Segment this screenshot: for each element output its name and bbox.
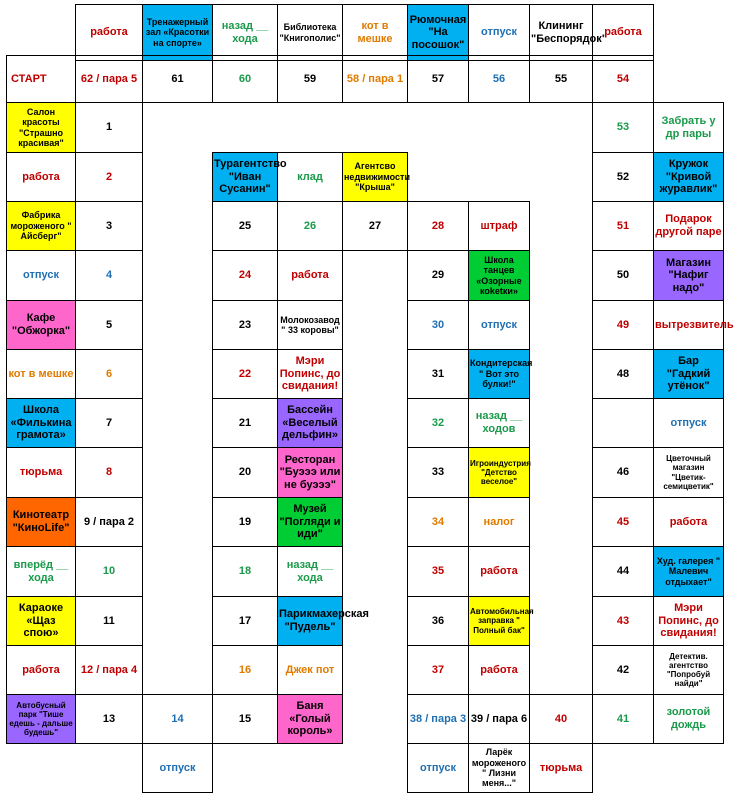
board-cell-text: 1 [105,121,113,134]
board-cell-text: 34 [431,515,445,528]
board-cell-text: Подарок другой паре [655,213,722,238]
board-cell [592,152,654,202]
board-cell-text: назад __ ходов [475,410,523,435]
board-cell [6,201,76,251]
board-cell [342,55,408,103]
board-cell [75,546,143,597]
board-cell-text: 43 [616,614,630,627]
board-cell-text: 49 [616,318,630,331]
board-cell-text: Кондитерская " Вот это булки!" [470,358,533,390]
board-cell-text: работа [480,663,518,676]
board-cell [468,497,530,547]
board-cell [529,55,593,103]
board-cell-text: тюрьма [539,761,583,774]
board-cell-text: Забрать у др пары [661,114,716,140]
board-cell-text: 18 [238,565,252,578]
board-cell [592,645,654,695]
board-cell [6,55,76,103]
board-cell [468,447,530,498]
board-cell-text: 3 [105,219,113,232]
board-cell [592,447,654,498]
board-cell [75,300,143,350]
board-cell-text: Фабрика мороженого " Айсберг" [10,210,72,242]
board-cell [75,201,143,251]
board-cell-text: Баня «Голый король» [287,700,333,738]
board-cell-text: 52 [616,170,630,183]
board-cell [212,497,278,547]
board-cell [407,4,469,61]
board-cell-text: Игроиндустрия "Детство веселое" [470,458,531,487]
board-cell-text: клад [297,170,323,183]
board-cell [75,596,143,646]
board-cell [529,743,593,793]
board-cell-text: 8 [105,466,113,479]
board-cell-text: 13 [102,712,116,725]
board-cell [75,250,143,301]
board-cell [468,546,530,597]
board-cell-text: налог [483,515,515,528]
board-cell-text: отпуск [481,318,517,331]
board-cell-text: отпуск [23,269,59,282]
board-cell [212,546,278,597]
board-cell [653,546,724,597]
board-cell-text: работа [480,565,518,578]
board-cell-text: Музей "Погляди и иди" [279,503,341,541]
board-cell-text: 40 [554,712,568,725]
board-cell [592,201,654,251]
board-cell [468,201,530,251]
board-cell-text: 45 [616,515,630,528]
board-cell [6,645,76,695]
board-cell [277,694,343,744]
board-cell-text: работа [22,170,60,183]
board-cell-text: 62 / пара 5 [80,72,138,85]
board-cell [529,694,593,744]
board-cell-text: штраф [480,219,518,232]
board-cell-text: 14 [171,712,184,725]
board-cell [653,596,724,646]
board-cell-text: работа [22,663,60,676]
board-cell-text: 54 [616,72,630,85]
board-cell [407,250,469,301]
board-cell-text: 38 / пара 3 [409,712,467,725]
board-cell-text: 53 [616,121,630,134]
board-cell [468,645,530,695]
board-cell [342,4,408,61]
board-cell [407,596,469,646]
board-cell-text: 29 [431,269,445,282]
board-cell-text: золотой дождь [666,706,711,731]
board-cell-text: Молокозавод " 33 коровы" [280,314,340,335]
board-cell-text: 15 [238,712,252,725]
board-cell-text: Клининг "Беспорядок" [531,19,607,45]
board-cell [212,398,278,448]
board-cell-text: Детектив. агентство "Попробуй найди" [666,651,711,689]
board-cell [212,349,278,399]
board-cell [407,694,469,744]
board-cell-text: 23 [238,318,252,331]
board-cell-text: назад __ хода [286,558,334,584]
board-cell [212,694,278,744]
board-cell-text: Мэри Попинс, до свидания! [279,355,341,393]
board-cell-text: Салон красоты "Страшно красивая" [18,106,64,148]
board-cell [468,300,530,350]
board-cell-text: Тренажерный зал «Красотки на спорте» [145,16,210,48]
board-cell [407,398,469,448]
board-cell [212,645,278,695]
board-cell [468,694,530,744]
board-cell-text: 4 [105,269,113,282]
board-cell [75,4,143,61]
board-cell [592,102,654,153]
board-cell-text: работа [291,269,329,282]
board-cell-text: 59 [303,72,317,85]
board-cell-text: тюрьма [19,466,63,479]
board-cell [142,55,213,103]
board-cell-text: 11 [103,614,115,627]
board-cell-text: 25 [238,219,252,232]
board-cell [653,201,724,251]
board-cell [277,645,343,695]
board-cell-text: 28 [431,219,445,232]
board-cell-text: 57 [431,72,445,85]
board-cell [212,201,278,251]
board-cell-text: 37 [431,663,445,676]
board-cell [653,694,724,744]
board-cell-text: Бар "Гадкий утёнок" [666,355,711,393]
board-cell-text: Бассейн «Веселый дельфин» [282,404,338,442]
board-cell [468,55,530,103]
board-cell [653,645,724,695]
board-cell-text: 19 [238,515,252,528]
board-cell-text: 21 [238,416,252,429]
board-cell [75,152,143,202]
board-cell [592,300,654,350]
board-cell-text: работа [669,515,708,528]
board-cell [468,596,534,646]
board-cell [468,349,533,399]
board-cell [342,201,408,251]
board-cell [6,152,76,202]
board-cell [212,55,278,103]
board-cell [277,201,343,251]
board-cell-text: Кинотеатр "КиноLife" [12,509,70,534]
board-cell-text: Ресторан "Буэээ или не буэээ" [279,453,341,491]
board-cell-text: Худ. галерея " Малевич отдыхает" [656,555,721,587]
board-cell [592,349,654,399]
board-cell [75,497,143,547]
board-cell [277,55,343,103]
board-cell-text: 31 [431,367,445,380]
board-cell [277,300,343,350]
board-cell [6,398,76,448]
board-cell [277,447,343,498]
board-cell [468,398,530,448]
board-cell [6,102,76,153]
board-cell-text: 33 [431,466,445,479]
board-cell [653,152,724,202]
board-cell [407,300,469,350]
board-cell [277,349,343,399]
board-cell [212,152,287,202]
board-cell [407,55,469,103]
board-cell [653,102,724,153]
board-cell [592,497,654,547]
board-cell [212,250,278,301]
board-cell-text: 36 [431,614,445,627]
board-cell-text: 16 [238,663,252,676]
board-cell-text: Школа «Филькина грамота» [10,404,72,442]
board-cell [142,694,213,744]
board-cell [277,596,369,646]
board-cell [592,55,654,103]
board-cell [75,645,143,695]
board-cell-text: 39 / пара 6 [470,712,528,725]
board-cell-text: 48 [616,367,630,380]
board-cell [407,349,469,399]
board-cell-text: 35 [431,565,445,578]
board-cell-text: Ларёк мороженого " Лизни меня..." [471,747,527,789]
board-cell-text: Магазин "Нафиг надо" [665,256,712,294]
board-cell-text: 7 [105,416,113,429]
board-cell-text: Рюмочная "На посошок" [409,13,467,51]
board-cell-text: 60 [238,72,252,85]
board-cell [142,743,213,793]
board-cell-text: 42 [616,663,630,676]
board-cell-text: вперёд __ хода [13,558,69,584]
board-cell [529,4,607,61]
board-cell [212,4,278,61]
board-cell-text: СТАРТ [11,72,47,85]
board-cell [592,250,654,301]
board-cell-text: 24 [238,269,252,282]
board-cell [277,497,343,547]
board-cell [653,349,724,399]
board-cell-text: Агентсво недвижимости "Крыша" [344,161,410,193]
board-cell-text: 5 [105,318,113,331]
board-cell [407,497,469,547]
board-cell [592,546,654,597]
board-cell [592,694,654,744]
board-cell [653,300,734,350]
board-cell [277,152,343,202]
board-cell [653,447,724,498]
board-cell [6,447,76,498]
board-cell [6,250,76,301]
board-cell [212,447,278,498]
board-cell-text: 50 [616,269,630,282]
board-cell-text: Школа танцев «Озорные коketки» [476,254,522,296]
board-cell [407,743,469,793]
board-cell-text: 22 [238,367,252,380]
board-cell-text: работа [90,26,128,39]
board-cell [277,546,343,597]
board-cell-text: 10 [102,565,116,578]
board-cell-text: Караоке «Щаз спою» [18,602,64,640]
board-cell-text: работа [604,26,642,39]
board-cell [75,398,143,448]
board-cell-text: 56 [492,72,506,85]
board-cell-text: 6 [105,367,113,380]
board-cell-text: 32 [431,416,445,429]
board-cell-text: 30 [431,318,445,331]
board-cell-text: Кружок "Кривой журавлик" [659,158,718,196]
board-cell [277,4,343,61]
board-cell [212,300,278,350]
board-cell [6,300,76,350]
board-cell [212,596,278,646]
board-cell [468,4,530,61]
board-cell [592,4,654,61]
board-cell [592,596,654,646]
board-cell-text: 9 / пара 2 [83,515,135,528]
board-cell-text: 44 [616,565,630,578]
board-cell [277,398,343,448]
board-cell-text: Мэри Попинс, до свидания! [658,602,719,640]
board-cell [407,201,469,251]
board-cell [592,398,654,448]
board-cell [6,694,76,744]
board-cell [6,497,76,547]
board-cell [75,55,143,103]
board-cell-text: Цветочный магазин "Цветик-семицветик" [663,454,714,491]
board-cell [6,349,76,399]
board-cell [342,152,408,202]
board-cell [468,250,530,301]
board-cell-text: назад __ хода [221,19,269,45]
board-cell [75,349,143,399]
board-cell [142,4,213,61]
board-cell-text: Кафе "Обжорка" [11,312,71,337]
board-cell-text: вытрезвитель [655,318,734,331]
board-cell-text: 17 [238,614,252,627]
board-cell [653,398,724,448]
board-cell-text: 55 [554,72,568,85]
board-cell-text: 2 [105,170,113,183]
board-cell-text: 58 / пара 1 [346,72,404,85]
board-cell [75,102,143,153]
board-cell [407,645,469,695]
board-cell-text: Парикмахерская "Пудель" [279,608,369,633]
board-cell-text: 41 [616,712,630,725]
board-cell [75,447,143,498]
board-cell [468,743,530,793]
board-cell [6,596,76,646]
board-cell-text: Автомобильная заправка " Полный бак" [470,607,534,635]
board-cell-text: отпуск [481,26,517,39]
board-cell-text: Джек пот [285,663,335,676]
board-cell-text: отпуск [670,416,707,429]
board-cell [407,447,469,498]
board-cell-text: кот в мешке [8,367,74,380]
board-cell [653,250,724,301]
board-cell-text: Автобусный парк "Тише едешь - дальше будешь" [9,700,73,738]
board-cell-text: отпуск [159,761,196,774]
board-cell [6,546,76,597]
board-cell-text: 12 / пара 4 [80,663,138,676]
board-cell-text: 51 [616,219,630,232]
board-cell [277,250,343,301]
board-cell-text: 27 [368,219,382,232]
board-cell-text: кот в мешке [357,19,393,45]
board-cell-text: 46 [616,466,630,479]
board-cell [75,694,143,744]
board-cell-text: 20 [238,466,252,479]
board-cell-text: Турагентство "Иван Сусанин" [214,158,287,196]
board-cell-text: 26 [303,219,317,232]
board-cell-text: 61 [171,72,184,85]
board-cell [653,497,724,547]
board-cell-text: отпуск [420,761,456,774]
board-cell-text: Библиотека "Книгополис" [279,22,341,43]
board-cell [407,546,469,597]
